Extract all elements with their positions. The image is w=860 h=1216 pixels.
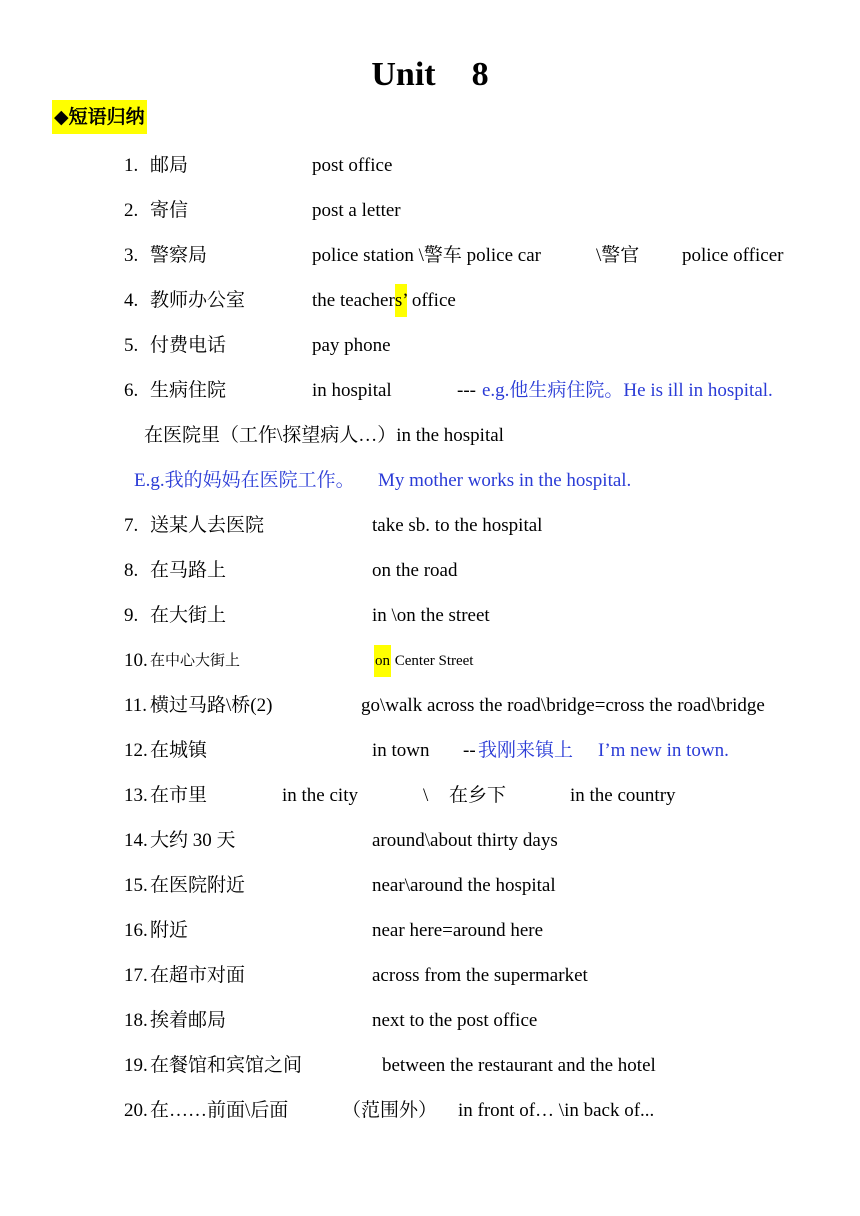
example-sentence: 我刚来镇上 (478, 740, 574, 761)
page-title: Unit 8 (371, 56, 489, 93)
highlight-mark: on (374, 645, 391, 677)
example-sentence: I’m new in town. (598, 740, 729, 761)
highlight-mark: s’ (395, 284, 407, 317)
example-sentence: e.g.他生病住院。He is ill in hospital. (482, 380, 773, 401)
section-heading: ◆短语归纳 (52, 100, 147, 134)
